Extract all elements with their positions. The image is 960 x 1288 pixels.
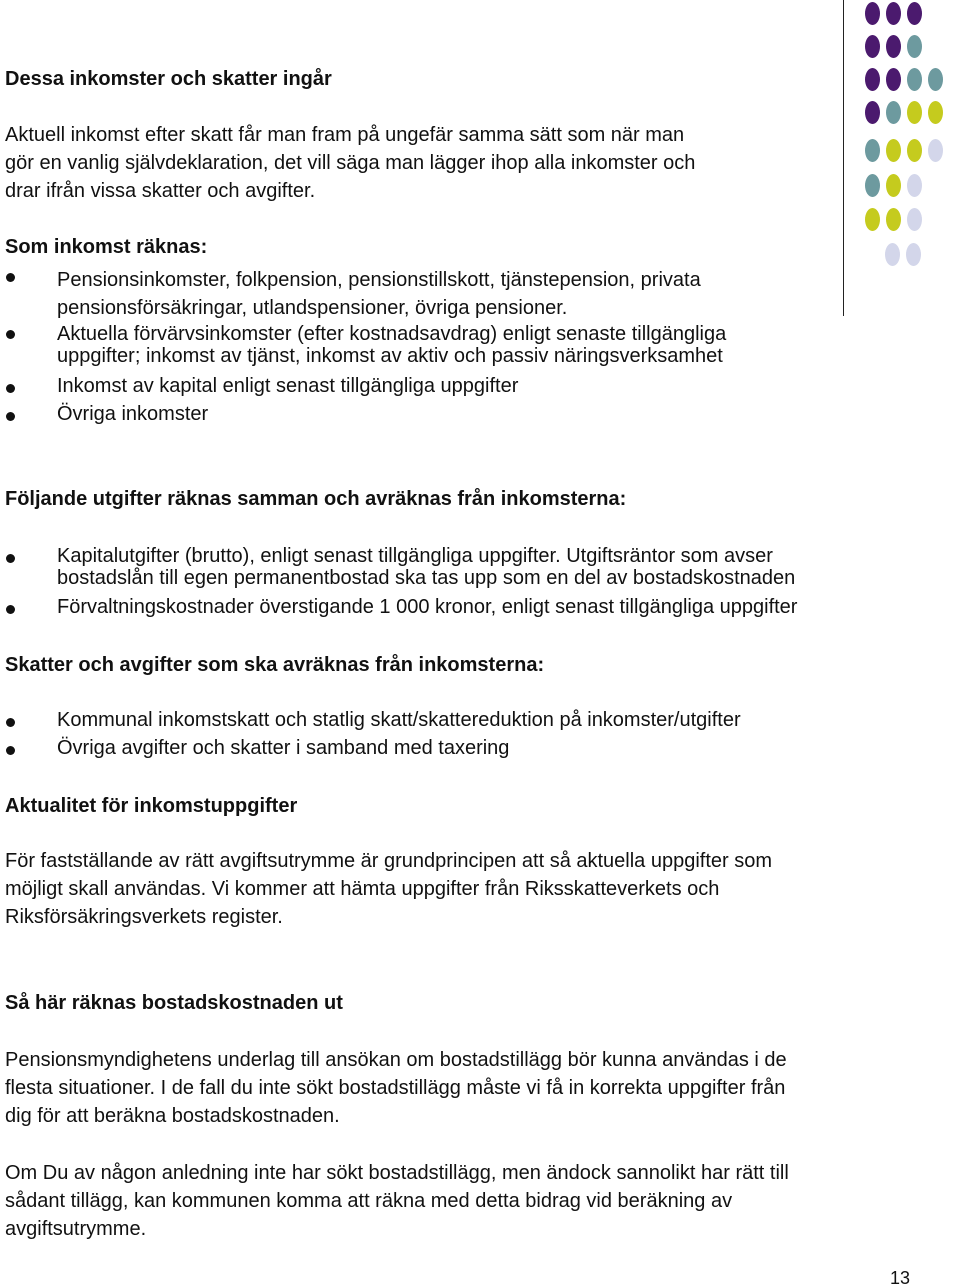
list-item-line: Pensionsinkomster, folkpension, pensionstillskott, tjänstepension, privata (57, 269, 701, 291)
heading-income-data-currency: Aktualitet för inkomstuppgifter (5, 795, 298, 817)
list-item-line: Kapitalutgifter (brutto), enligt senast tillgängliga uppgifter. Utgiftsräntor som avser (57, 545, 773, 567)
paragraph-housing-basis (5, 1046, 787, 1130)
list-bullet (6, 605, 15, 614)
list-item (57, 596, 797, 618)
list-item (57, 323, 726, 367)
intro-line: gör en vanlig självdeklaration, det vill säga man lägger ihop alla inkomster och (5, 152, 696, 174)
paragraph-line: avgiftsutrymme. (5, 1218, 147, 1240)
decor-dot (907, 208, 922, 231)
decor-dot (865, 35, 880, 58)
decor-dot (865, 174, 880, 197)
list-item-line: Kommunal inkomstskatt och statlig skatt/skattereduktion på inkomster/utgifter (57, 709, 741, 731)
decor-dot (865, 139, 880, 162)
list-bullet (6, 718, 15, 727)
decor-dot (907, 2, 922, 25)
paragraph-line: sådant tillägg, kan kommunen komma att räkna med detta bidrag vid beräkning av (5, 1190, 733, 1212)
paragraph-line: Pensionsmyndighetens underlag till ansökan om bostadstillägg bör kunna användas i de (5, 1049, 787, 1071)
list-bullet (6, 273, 15, 282)
decor-dot (928, 139, 943, 162)
intro-line: drar ifrån vissa skatter och avgifter. (5, 180, 316, 202)
subheading-counted-as-income: Som inkomst räknas: (5, 236, 208, 258)
paragraph-line: Om Du av någon anledning inte har sökt bostadstillägg, men ändock sannolikt har rätt till (5, 1162, 789, 1184)
paragraph-housing-allowance (5, 1159, 789, 1243)
intro-line: Aktuell inkomst efter skatt får man fram på ungefär samma sätt som när man (5, 124, 685, 146)
decor-dot (907, 139, 922, 162)
list-bullet (6, 330, 15, 339)
decor-dot (865, 208, 880, 231)
paragraph-line: flesta situationer. I de fall du inte sökt bostadstillägg måste vi få in korrekta uppgifter från (5, 1077, 786, 1099)
list-bullet (6, 384, 15, 393)
list-item-line: Förvaltningskostnader överstigande 1 000 kronor, enligt senast tillgängliga uppgifter (57, 596, 798, 618)
heading-housing-cost: Så här räknas bostadskostnaden ut (5, 992, 343, 1014)
decor-dot (928, 68, 943, 91)
page-number: 13 (890, 1268, 911, 1288)
paragraph-income-data (5, 847, 772, 931)
decor-dot (865, 101, 880, 124)
decor-dot (886, 68, 901, 91)
list-item (57, 709, 741, 731)
decor-dot (886, 2, 901, 25)
list-item (57, 737, 509, 759)
decor-dot (886, 101, 901, 124)
heading-income-and-taxes: Dessa inkomster och skatter ingår (5, 68, 332, 90)
decor-dot (928, 101, 943, 124)
list-item (57, 403, 208, 425)
decor-dot (906, 243, 921, 266)
list-bullet (6, 412, 15, 421)
paragraph-line: Riksförsäkringsverkets register. (5, 906, 283, 928)
list-item (57, 266, 701, 322)
list-item-line: Övriga inkomster (57, 403, 209, 425)
paragraph-line: möjligt skall användas. Vi kommer att hämta uppgifter från Riksskatteverkets och (5, 878, 720, 900)
margin-rule (843, 0, 844, 316)
paragraph-line: För fastställande av rätt avgiftsutrymme är grundprincipen att så aktuella uppgifter som (5, 850, 773, 872)
decor-dot (885, 243, 900, 266)
decor-dot (907, 68, 922, 91)
paragraph-line: dig för att beräkna bostadskostnaden. (5, 1105, 340, 1127)
intro-paragraph (5, 121, 835, 205)
list-bullet (6, 554, 15, 563)
list-item-line: Aktuella förvärvsinkomster (efter kostnadsavdrag) enligt senaste tillgängliga (57, 323, 727, 345)
list-item (57, 375, 518, 397)
decor-dot (886, 208, 901, 231)
list-item (57, 545, 795, 589)
list-item-line: Övriga avgifter och skatter i samband med taxering (57, 737, 510, 759)
decor-dot (886, 139, 901, 162)
heading-taxes-and-fees: Skatter och avgifter som ska avräknas från inkomsterna: (5, 654, 545, 676)
decor-dot (865, 2, 880, 25)
decor-dot (907, 174, 922, 197)
list-item-line: pensionsförsäkringar, utlandspensioner, övriga pensioner. (57, 297, 568, 319)
decor-dot (907, 101, 922, 124)
decor-dot (886, 174, 901, 197)
dot-grid-decoration-icon (858, 0, 960, 270)
list-bullet (6, 746, 15, 755)
decor-dot (886, 35, 901, 58)
decor-dot (907, 35, 922, 58)
list-item-line: bostadslån till egen permanentbostad ska tas upp som en del av bostadskostnaden (57, 567, 796, 589)
decor-dot (865, 68, 880, 91)
list-item-line: uppgifter; inkomst av tjänst, inkomst av aktiv och passiv näringsverksamhet (57, 345, 723, 367)
heading-deducted-expenses: Följande utgifter räknas samman och avräknas från inkomsterna: (5, 488, 627, 510)
list-item-line: Inkomst av kapital enligt senast tillgängliga uppgifter (57, 375, 519, 397)
